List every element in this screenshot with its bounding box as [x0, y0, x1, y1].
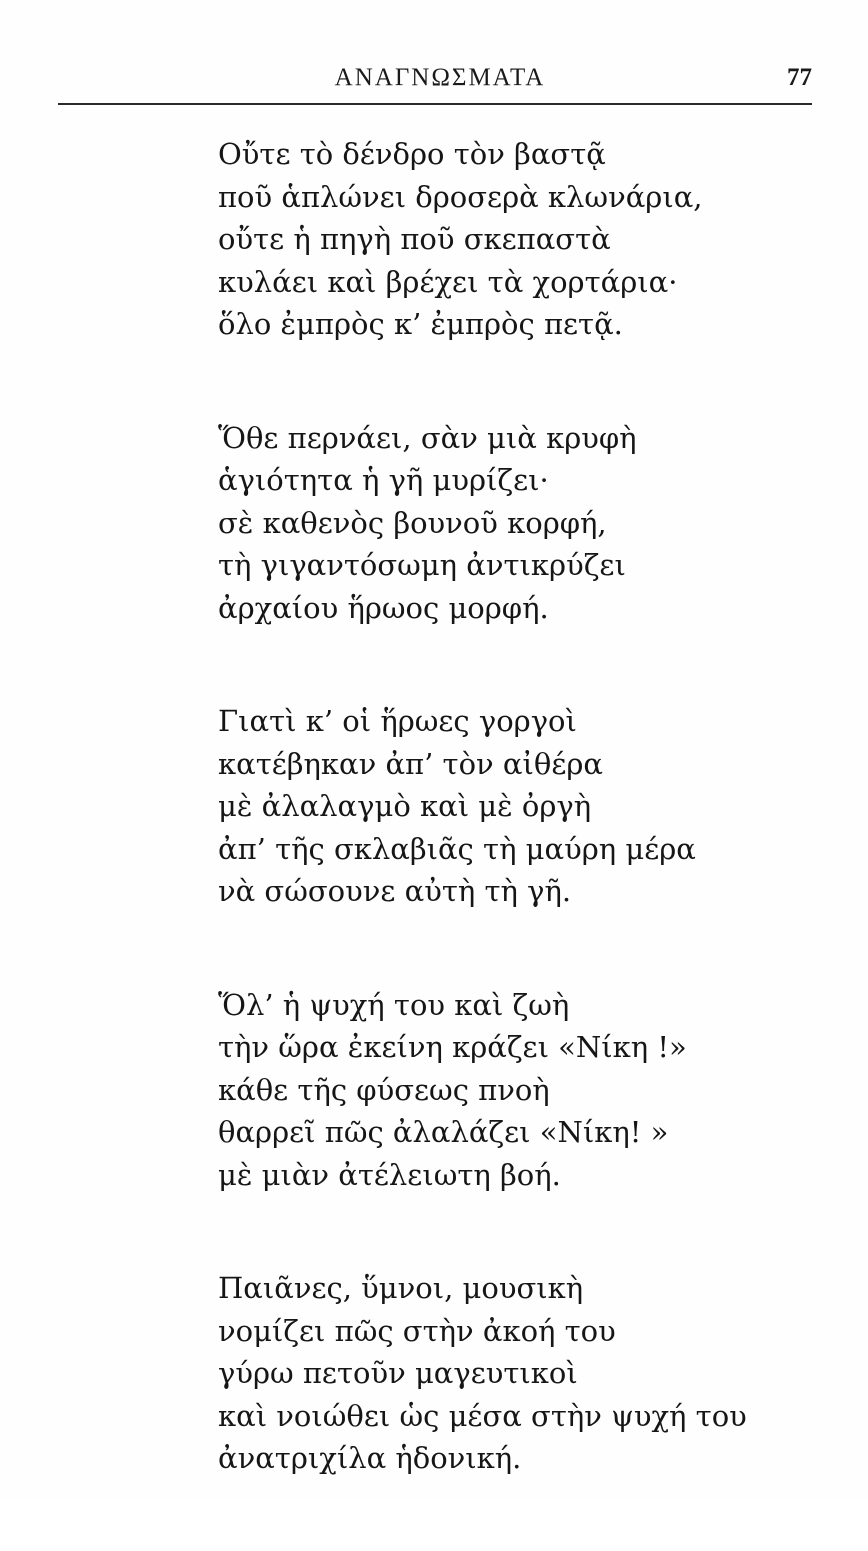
- verse-line: Ὅθε περνάει, σὰν μιὰ κρυφὴ: [218, 420, 637, 455]
- verse-line: ἀρχαίου ἥρωος μορφή.: [218, 590, 549, 625]
- verse-line: ἁγιότητα ἡ γῆ μυρίζει·: [218, 463, 549, 497]
- stanza-2: [218, 417, 778, 630]
- verse-line: Ὅλ’ ἡ ψυχή του καὶ ζωὴ: [218, 987, 570, 1022]
- running-title: ΑΝΑΓΝΩΣΜΑΤΑ: [334, 64, 546, 91]
- verse-line: ἀνατριχίλα ἡδονική.: [218, 1441, 522, 1475]
- stanza-1: [218, 133, 778, 346]
- verse-line: κάθε τῆς φύσεως πνοὴ: [218, 1072, 550, 1107]
- verse-line: μὲ μιὰν ἀτέλειωτη βοή.: [218, 1157, 561, 1192]
- verse-line: κυλάει καὶ βρέχει τὰ χορτάρια·: [218, 264, 678, 299]
- verse-line: τὴ γιγαντόσωμη ἀντικρύζει: [218, 548, 626, 582]
- verse-line: οὔτε ἡ πηγὴ ποῦ σκεπαστὰ: [218, 222, 611, 256]
- verse-line: νομίζει πῶς στὴν ἀκοή του: [218, 1313, 616, 1348]
- stanza-3: [218, 700, 778, 913]
- poem: [218, 133, 778, 1551]
- stanza-4: [218, 984, 778, 1197]
- verse-line: κατέβηκαν ἀπ’ τὸν αἰθέρα: [218, 746, 603, 781]
- verse-line: καὶ νοιώθει ὡς μέσα στὴν ψυχή του: [218, 1398, 747, 1433]
- verse-line: Οὔτε τὸ δένδρο τὸν βαστᾷ: [218, 137, 606, 171]
- verse-line: γύρω πετοῦν μαγευτικοὶ: [218, 1356, 578, 1390]
- running-head: [0, 64, 868, 94]
- stanza-5: [218, 1267, 778, 1480]
- page-number: 77: [787, 64, 812, 91]
- verse-line: θαρρεῖ πῶς ἀλαλάζει «Νίκη! »: [218, 1115, 669, 1149]
- header-rule: [58, 103, 812, 105]
- verse-line: τὴν ὥρα ἐκείνη κράζει «Νίκη !»: [218, 1030, 687, 1064]
- verse-line: ἀπ’ τῆς σκλαβιᾶς τὴ μαύρη μέρα: [218, 831, 696, 866]
- verse-line: ὅλο ἐμπρὸς κ’ ἐμπρὸς πετᾷ.: [218, 307, 623, 341]
- verse-line: Παιᾶνες, ὕμνοι, μουσικὴ: [218, 1271, 584, 1305]
- verse-line: σὲ καθενὸς βουνοῦ κορφή,: [218, 505, 607, 540]
- verse-line: μὲ ἀλαλαγμὸ καὶ μὲ ὀργὴ: [218, 789, 592, 823]
- verse-line: νὰ σώσουνε αὐτὴ τὴ γῆ.: [218, 874, 572, 908]
- verse-line: ποῦ ἁπλώνει δροσερὰ κλωνάρια,: [218, 179, 703, 214]
- verse-line: Γιατὶ κ’ οἱ ἥρωες γοργοὶ: [218, 704, 577, 738]
